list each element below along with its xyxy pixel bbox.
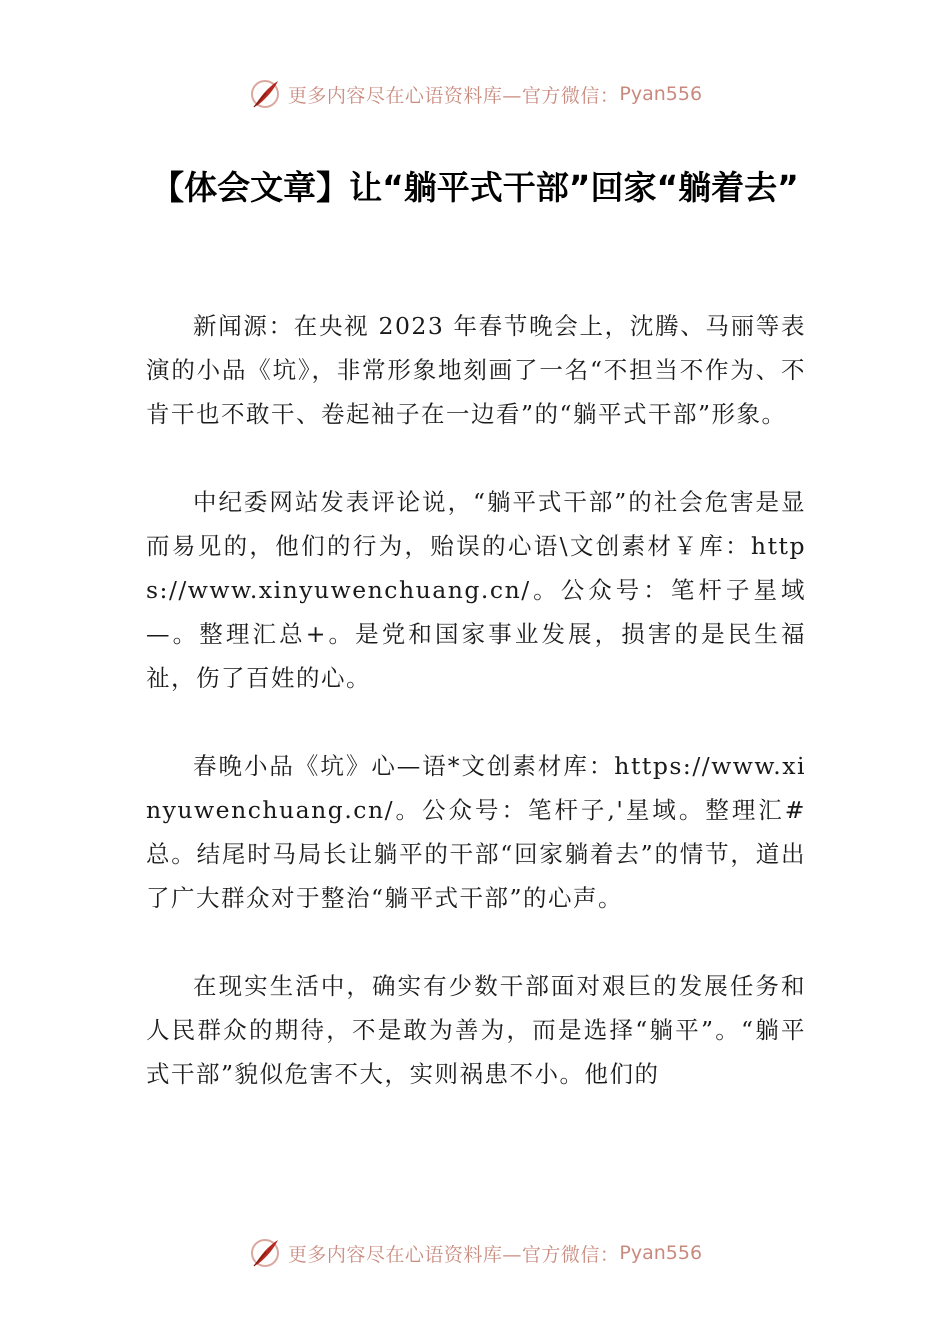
header-banner — [0, 74, 950, 114]
banner-wechat-id: Pyan556 — [619, 83, 703, 105]
paragraph: 春晚小品《坑》心—语*文创素材库：https://www.xinyuwenchuang.cn/。公众号：笔杆子,'星域。整理汇#总。结尾时马局长让躺平的干部“回家躺着去”的情节，道出了广大群众对于整治“躺平式干部”的心声。 — [146, 752, 806, 912]
footer-banner — [0, 1233, 950, 1273]
paragraph: 新闻源：在央视 2023 年春节晚会上，沈腾、马丽等表演的小品《坑》，非常形象地刻画了一名“不担当不作为、不肯干也不敢干、卷起袖子在一边看”的“躺平式干部”形象。 — [146, 312, 806, 428]
feather-pen-logo-icon — [248, 1236, 282, 1270]
banner-text: 更多内容尽在心语资料库—官方微信： — [287, 1243, 620, 1266]
feather-pen-logo-icon — [248, 77, 282, 111]
banner-text: 更多内容尽在心语资料库—官方微信： — [287, 84, 620, 107]
document-body — [146, 304, 806, 1140]
paragraph: 在现实生活中，确实有少数干部面对艰巨的发展任务和人民群众的期待，不是敢为善为，而是选择“躺平”。“躺平式干部”貌似危害不大，实则祸患不小。他们的 — [146, 972, 806, 1088]
paragraph: 中纪委网站发表评论说，“躺平式干部”的社会危害是显而易见的，他们的行为，贻误的心语\文创素材￥库：https://www.xinyuwenchuang.cn/。公众号：笔杆子星域—。整理汇总+。是党和国家事业发展，损害的是民生福祉，伤了百姓的心。 — [146, 488, 806, 692]
document-title: 【体会文章】让“躺平式干部”回家“躺着去” — [151, 168, 799, 207]
banner-wechat-id: Pyan556 — [619, 1242, 703, 1264]
